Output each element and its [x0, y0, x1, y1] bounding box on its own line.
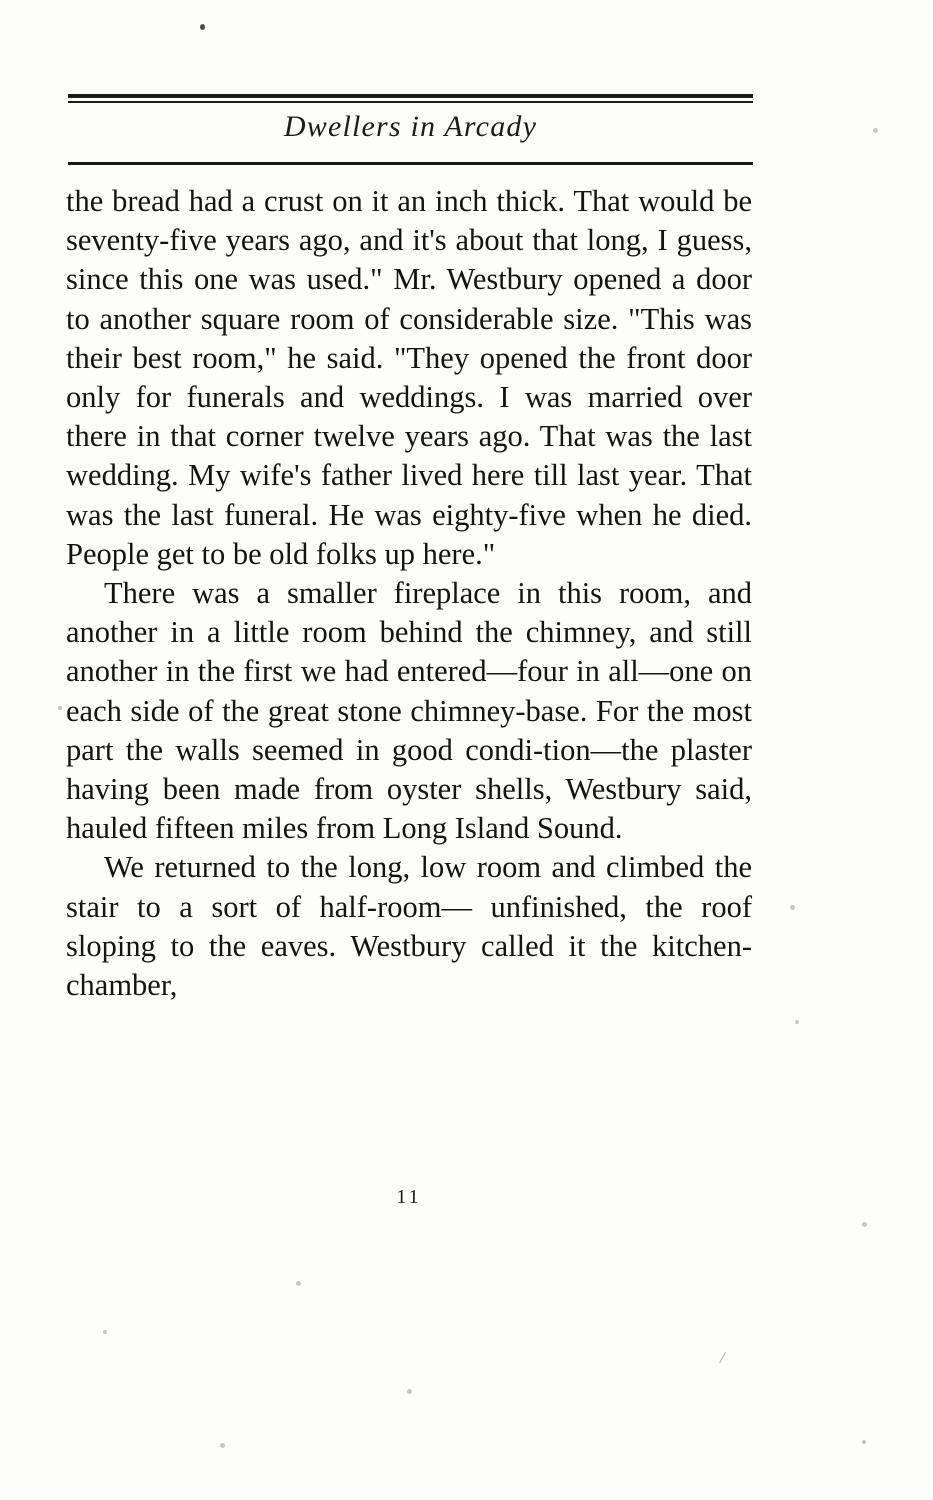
header-rule-bottom	[68, 162, 753, 165]
header-rule-thick	[68, 94, 753, 98]
scan-speck	[790, 905, 795, 910]
scan-speck	[103, 1330, 107, 1334]
scan-mark: /	[720, 1348, 725, 1367]
header-rule-thin	[68, 101, 753, 103]
scan-speck	[795, 1020, 799, 1024]
header-rule-group	[68, 94, 753, 103]
paragraph: There was a smaller fireplace in this room, and another in a little room behind the chimney, and still another in the first we had entered—four in all—one on each side of the great stone chimney-base. For the most part the walls seemed in good condi-tion—the plaster having been made from oyster shells, Westbury said, hauled fifteen miles from Long Island Sound.	[66, 576, 752, 846]
scan-speck	[862, 1222, 867, 1227]
scan-speck	[296, 1281, 301, 1286]
scan-speck	[407, 1389, 412, 1394]
body-text	[66, 182, 752, 1005]
paragraph: the bread had a crust on it an inch thick. That would be seventy-five years ago, and it's about that long, I guess, since this one was used." Mr. Westbury opened a door to another square room of considerable size. "This was their best room," he said. "They opened the front door only for funerals and weddings. I was married over there in that corner twelve years ago. That was the last wedding. My wife's father lived here till last year. That was the last funeral. He was eighty-five when he died. People get to be old folks up here."	[66, 184, 752, 571]
page-number: 11	[396, 1186, 422, 1208]
scan-speck	[862, 1440, 866, 1444]
running-head: Dwellers in Arcady	[283, 110, 538, 143]
scan-speck	[873, 128, 878, 133]
scan-speck	[220, 1443, 225, 1448]
ink-speck	[200, 24, 205, 30]
scan-speck	[58, 706, 62, 710]
paragraph: We returned to the long, low room and climbed the stair to a sort of half-room— unfinished, the roof sloping to the eaves. Westbury called it the kitchen-chamber,	[66, 850, 752, 1003]
